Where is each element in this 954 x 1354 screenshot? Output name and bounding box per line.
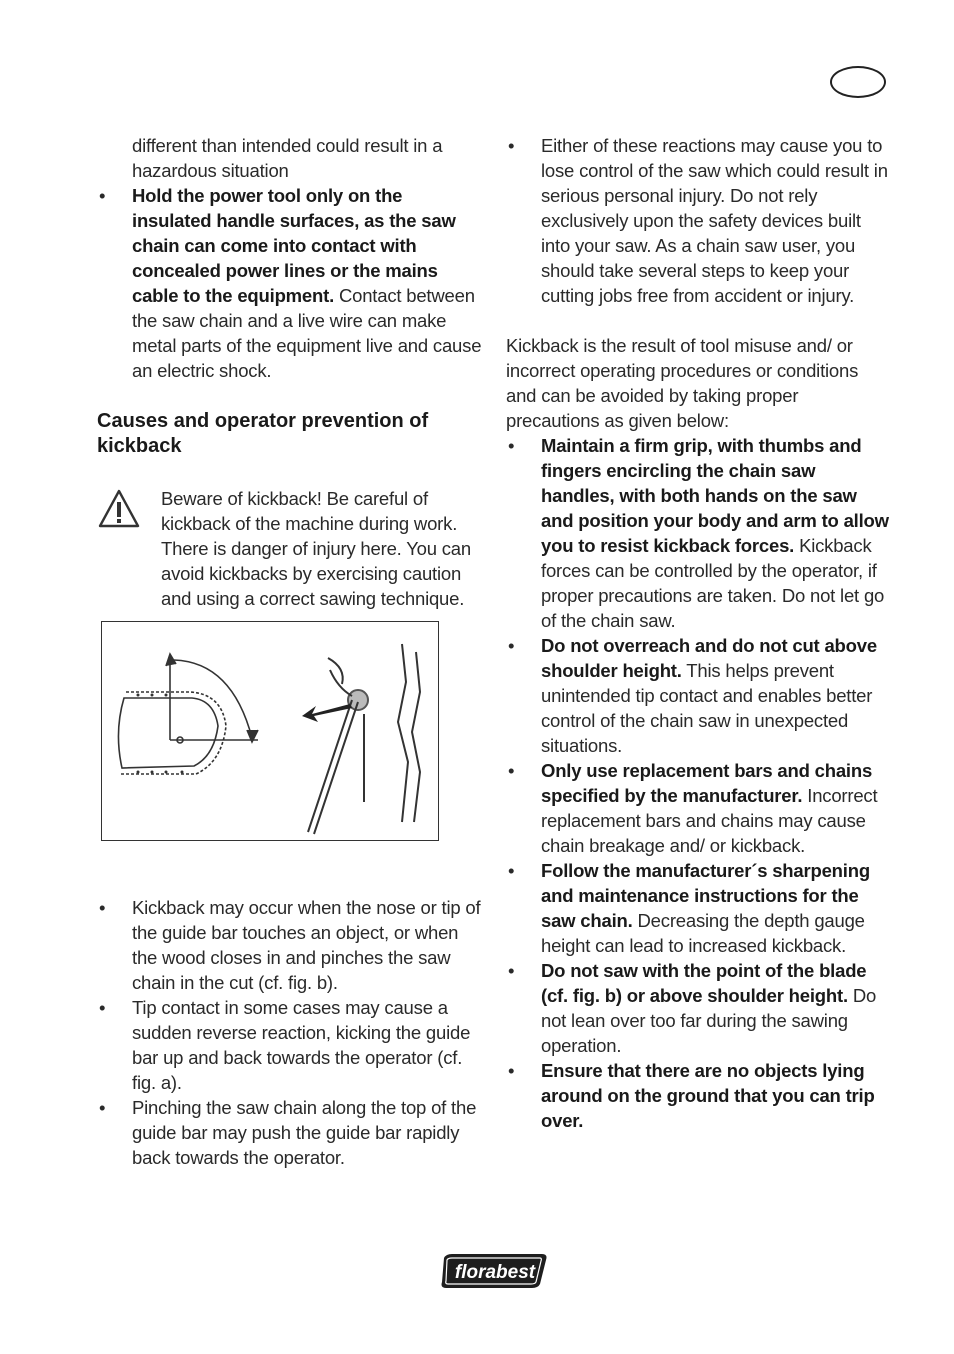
bullet-text: Do not lean over too far during the sawing operation. <box>541 985 877 1056</box>
logo-text: florabest <box>454 1262 536 1283</box>
bullet-text: Incorrect replacement bars and chains may cause chain breakage and/ or kickback. <box>541 785 878 856</box>
bullet-tip-contact <box>97 995 482 1095</box>
bullet-lose-control <box>506 133 892 308</box>
bullet-text: Tip contact in some cases may cause a sudden reverse reaction, kicking the guide bar up and back towards the operator (cf. fig. a). <box>132 997 471 1093</box>
continuation-text: different than intended could result in a hazardous situation <box>132 135 443 181</box>
warning-triangle-icon <box>97 488 141 530</box>
bullet-firm-grip <box>506 433 892 633</box>
left-column <box>97 133 482 1170</box>
bullet-dot: • <box>508 1060 515 1081</box>
kickback-illustration <box>102 622 440 842</box>
bullet-dot: • <box>508 860 515 881</box>
bullet-bold: Hold the power tool only on the insulated handle surfaces, as the saw chain can come into contact with concealed power lines or the mains cable to the equipment. <box>132 185 456 306</box>
section-heading: Causes and operator prevention of kickback <box>97 410 429 457</box>
bullet-text: Kickback forces can be controlled by the operator, if proper precautions are taken. Do not let go of the chain saw. <box>541 535 885 631</box>
bullet-dot: • <box>99 997 106 1018</box>
bullet-bold: Do not saw with the point of the blade (cf. fig. b) or above shoulder height. <box>541 960 867 1006</box>
bullet-overreach <box>506 633 892 758</box>
bullet-dot: • <box>99 185 106 206</box>
kickback-intro: Kickback is the result of tool misuse and/ or incorrect operating procedures or conditions and can be avoided by taking proper precautions as given below: <box>506 335 859 431</box>
bullet-dot: • <box>508 135 515 156</box>
bullet-dot: • <box>508 960 515 981</box>
bullet-bold: Only use replacement bars and chains specified by the manufacturer. <box>541 760 873 806</box>
bullet-bold: Follow the manufacturer´s sharpening and maintenance instructions for the saw chain. <box>541 860 870 931</box>
bullet-kickback-occur <box>97 895 482 995</box>
language-badge <box>830 66 886 98</box>
bullet-pinching <box>97 1095 482 1170</box>
bullet-point-of-blade <box>506 958 892 1058</box>
bullet-trip-hazard <box>506 1058 892 1133</box>
kickback-figure <box>101 621 439 841</box>
bullet-text: Pinching the saw chain along the top of the guide bar may push the guide bar rapidly back towards the operator. <box>132 1097 477 1168</box>
bullet-bold: Do not overreach and do not cut above shoulder height. <box>541 635 877 681</box>
right-column <box>506 133 892 1133</box>
spacer <box>506 308 892 333</box>
bullet-replacement-bars <box>506 758 892 858</box>
bullet-dot: • <box>99 1097 106 1118</box>
kickback-warning <box>97 486 482 611</box>
florabest-logo <box>438 1250 552 1290</box>
bullet-dot: • <box>99 897 106 918</box>
spacer <box>97 841 482 895</box>
bullet-dot: • <box>508 635 515 656</box>
bullet-dot: • <box>508 760 515 781</box>
bullet-text: Either of these reactions may cause you to lose control of the saw which could result in serious personal injury. Do not rely exclusively upon the safety devices built into your saw. As a chain saw user, you should take several steps to keep your cutting jobs free from accident or injury. <box>541 135 888 306</box>
bullet-sharpening <box>506 858 892 958</box>
bullet-dot: • <box>508 435 515 456</box>
bullet-text: Decreasing the depth gauge height can lead to increased kickback. <box>541 910 865 956</box>
bullet-text: This helps prevent unintended tip contact and enables better control of the chain saw in unexpected situations. <box>541 660 873 756</box>
bullet-insulated-handle <box>97 183 482 383</box>
warning-text: Beware of kickback! Be careful of kickback of the machine during work. There is danger of injury here. You can avoid kickbacks by exercising caution and using a correct sawing technique. <box>161 488 471 609</box>
bullet-bold: Maintain a firm grip, with thumbs and fingers encircling the chain saw handles, with both hands on the saw and position your body and arm to allow you to resist kickback forces. <box>541 435 889 556</box>
bullet-bold: Ensure that there are no objects lying around on the ground that you can trip over. <box>541 1060 875 1131</box>
bullet-text: Kickback may occur when the nose or tip of the guide bar touches an object, or when the wood closes in and pinches the saw chain in the cut (cf. fig. b). <box>132 897 481 993</box>
bullet-text: Contact between the saw chain and a live wire can make metal parts of the equipment live and cause an electric shock. <box>132 285 482 381</box>
